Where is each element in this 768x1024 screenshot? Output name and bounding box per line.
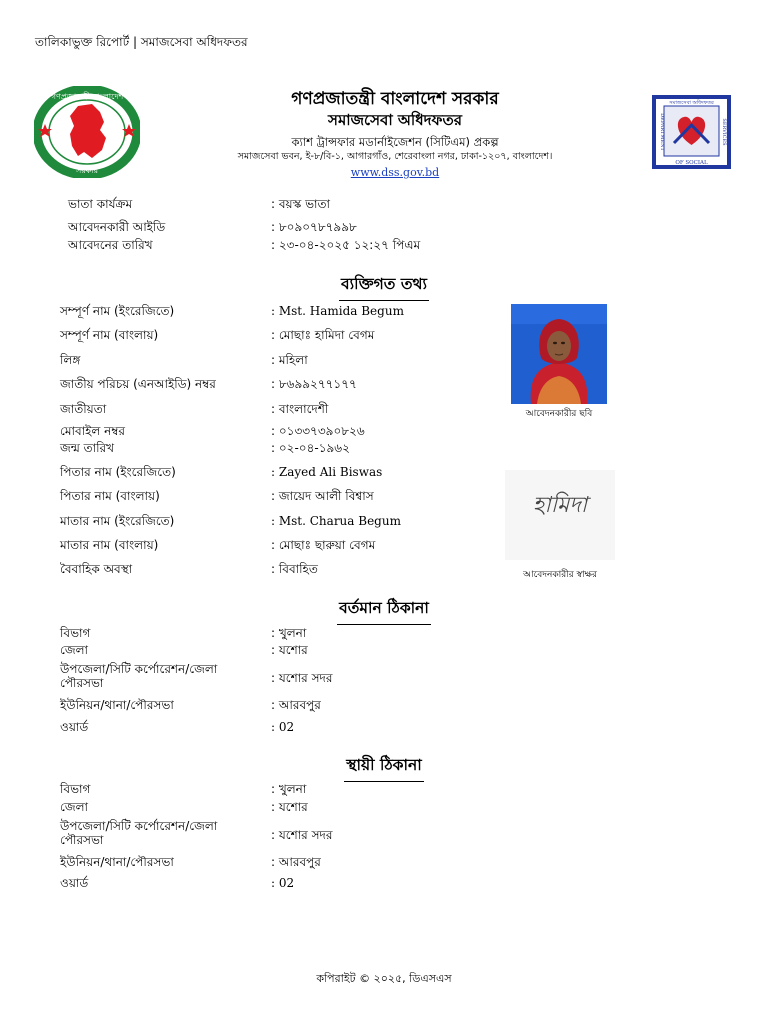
field-value: : যশোর সদর: [271, 828, 333, 842]
photo-caption: আবেদনকারীর ছবি: [525, 409, 593, 419]
field-value: : 02: [271, 876, 295, 890]
field-value: : আরবপুর: [271, 698, 321, 712]
field-label: জন্ম তারিখ: [60, 441, 115, 455]
applicant-signature: [505, 470, 615, 560]
field-value: : যশোর সদর: [271, 671, 333, 685]
applicant-photo: [511, 304, 607, 404]
field-label: মোবাইল নম্বর: [60, 424, 126, 438]
field-label: জেলা: [60, 643, 89, 657]
meta-label: আবেদনকারী আইডি: [68, 220, 166, 234]
field-label: উপজেলা/সিটি কর্পোরেশন/জেলা পৌরসভা: [60, 662, 218, 690]
field-label: সম্পূর্ণ নাম (ইংরেজিতে): [60, 304, 175, 318]
gov-ring-text: গণপ্রজাতন্ত্রী বাংলাদেশ: [50, 92, 124, 101]
office-address: সমাজসেবা ভবন, ই-৮/বি-১, আগারগাঁও, শেরেবাংলা নগর, ঢাকা-১২০৭, বাংলাদেশ।: [237, 151, 553, 162]
field-value: : আরবপুর: [271, 855, 321, 869]
field-label: পিতার নাম (বাংলায়): [60, 489, 160, 503]
field-value: : Mst. Charua Begum: [271, 514, 401, 528]
personal-info-heading: [0, 272, 768, 301]
field-label: ওয়ার্ড: [60, 876, 89, 890]
meta-label: আবেদনের তারিখ: [68, 238, 153, 252]
field-label: বিভাগ: [60, 782, 91, 796]
field-label: ইউনিয়ন/থানা/পৌরসভা: [60, 855, 174, 869]
section-title: বর্তমান ঠিকানা: [337, 596, 431, 625]
meta-value: : ৮০৯০৭৮৭৯৯৮: [271, 220, 357, 234]
field-value: : বাংলাদেশী: [271, 402, 329, 416]
field-label: মাতার নাম (ইংরেজিতে): [60, 514, 175, 528]
field-value: : জায়েদ আলী বিশ্বাস: [271, 489, 374, 503]
field-label: মাতার নাম (বাংলায়): [60, 538, 159, 552]
field-value: : যশোর: [271, 800, 308, 814]
field-label: জেলা: [60, 800, 89, 814]
project-title: ক্যাশ ট্রান্সফার মডার্নাইজেশন (সিটিএম) প্রকল্প: [291, 135, 499, 149]
field-value: : মহিলা: [271, 353, 308, 367]
department-title: সমাজসেবা অধিদফতর: [328, 111, 462, 129]
website-link[interactable]: www.dss.gov.bd: [350, 166, 440, 179]
dss-logo: [652, 95, 731, 169]
field-value: : ০২-০৪-১৯৬২: [271, 441, 350, 455]
field-label: বিভাগ: [60, 626, 91, 640]
meta-label: ভাতা কার্যক্রম: [68, 197, 133, 211]
field-label: জাতীয় পরিচয় (এনআইডি) নম্বর: [60, 377, 216, 391]
signature-text: হামিদা: [532, 493, 588, 518]
meta-value: : ২৩-০৪-২০২৫ ১২:২৭ পিএম: [271, 238, 421, 252]
dss-top-text: সমাজসেবা অধিদফতর: [669, 100, 714, 106]
field-value: : মোছাঃ হামিদা বেগম: [271, 328, 375, 342]
field-label: ওয়ার্ড: [60, 720, 89, 734]
permanent-address-heading: [0, 753, 768, 782]
field-value: : Mst. Hamida Begum: [271, 304, 404, 318]
field-label: সম্পূর্ণ নাম (বাংলায়): [60, 328, 159, 342]
government-logo: [34, 86, 140, 178]
dss-right-text: SERVICES: [721, 118, 727, 146]
government-title: গণপ্রজাতন্ত্রী বাংলাদেশ সরকার: [291, 89, 499, 109]
meta-value: : বয়স্ক ভাতা: [271, 197, 330, 211]
field-label: লিঙ্গ: [60, 353, 81, 367]
section-title: স্থায়ী ঠিকানা: [344, 753, 424, 782]
field-value: : ৮৬৯৯২৭৭১৭৭: [271, 377, 357, 391]
present-address-heading: [0, 596, 768, 625]
copyright-footer: কপিরাইট © ২০২৫, ডিএসএস: [316, 972, 452, 985]
field-label: জাতীয়তা: [60, 402, 107, 416]
field-value: : 02: [271, 720, 295, 734]
report-header-note: তালিকাভুক্ত রিপোর্ট | সমাজসেবা অধিদফতর: [35, 35, 248, 49]
organization-header: [200, 88, 590, 180]
field-value: : খুলনা: [271, 626, 307, 640]
section-title: ব্যক্তিগত তথ্য: [339, 272, 429, 301]
field-value: : Zayed Ali Biswas: [271, 465, 383, 479]
field-label: পিতার নাম (ইংরেজিতে): [60, 465, 176, 479]
gov-bottom-text: সরকার: [75, 166, 99, 175]
field-value: : ০১৩৩৭৩৯০৮২৬: [271, 424, 365, 438]
dss-left-text: DEPARTMENT: [659, 113, 665, 151]
signature-caption: আবেদনকারীর স্বাক্ষর: [523, 570, 597, 580]
field-value: : মোছাঃ ছারুয়া বেগম: [271, 538, 376, 552]
field-label: ইউনিয়ন/থানা/পৌরসভা: [60, 698, 174, 712]
field-value: : খুলনা: [271, 782, 307, 796]
field-label: উপজেলা/সিটি কর্পোরেশন/জেলা পৌরসভা: [60, 819, 218, 847]
dss-bottom-text: OF SOCIAL: [675, 160, 708, 166]
field-label: বৈবাহিক অবস্থা: [60, 562, 133, 576]
field-value: : যশোর: [271, 643, 308, 657]
field-value: : বিবাহিত: [271, 562, 318, 576]
